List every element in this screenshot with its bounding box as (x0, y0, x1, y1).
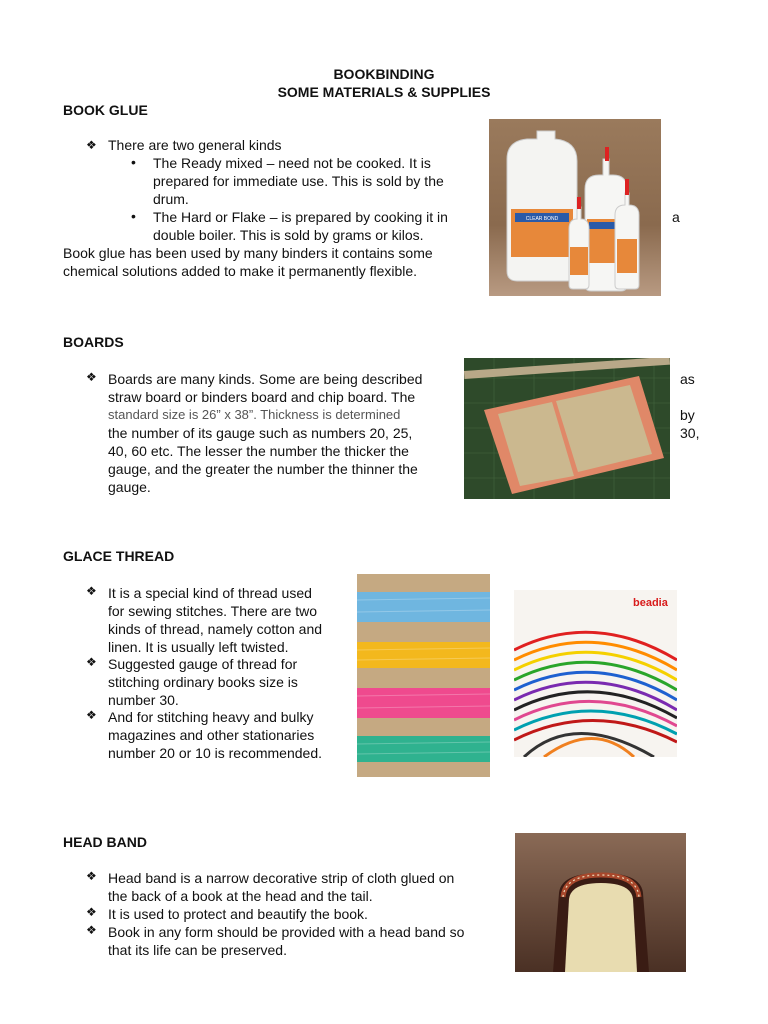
diamond-bullet-icon: ❖ (86, 923, 97, 937)
diamond-bullet-icon: ❖ (86, 869, 97, 883)
doc-subtitle: SOME MATERIALS & SUPPLIES (277, 84, 491, 100)
heading-book-glue: BOOK GLUE (63, 102, 148, 118)
bullet-icon: • (131, 154, 136, 170)
doc-title: BOOKBINDING (333, 66, 435, 82)
head-band-image (515, 833, 686, 972)
svg-text:CLEAR BOND: CLEAR BOND (525, 216, 559, 222)
cords-drawing (514, 590, 677, 757)
thread-cards-drawing (357, 574, 490, 777)
glue-bottles-drawing (489, 119, 661, 296)
boards-right-by: by (680, 407, 695, 423)
boards-right-30: 30, (680, 425, 700, 441)
colored-cords-image (514, 590, 677, 757)
glue-para-line: Book glue has been used by many binders it contains some (63, 245, 433, 261)
diamond-bullet-icon: ❖ (86, 370, 97, 384)
heading-glace-thread: GLACE THREAD (63, 548, 175, 564)
cutting-mat-drawing (464, 358, 670, 499)
boards-right-as: as (680, 371, 695, 387)
diamond-bullet-icon: ❖ (86, 708, 97, 722)
diamond-bullet-icon: ❖ (86, 138, 97, 152)
diamond-bullet-icon: ❖ (86, 655, 97, 669)
diamond-bullet-icon: ❖ (86, 905, 97, 919)
glue-para-line: chemical solutions added to make it permanently flexible. (63, 263, 418, 279)
bullet-icon: • (131, 208, 136, 224)
glue-bottles-image (489, 119, 661, 296)
glue-right-fragment: a (672, 209, 680, 225)
diamond-bullet-icon: ❖ (86, 584, 97, 598)
boards-image (464, 358, 670, 499)
thread-cards-image (357, 574, 490, 777)
heading-head-band: HEAD BAND (63, 834, 147, 850)
heading-boards: BOARDS (63, 334, 124, 350)
beadia-logo: beadia (633, 597, 668, 609)
book-spine-drawing (515, 833, 686, 972)
